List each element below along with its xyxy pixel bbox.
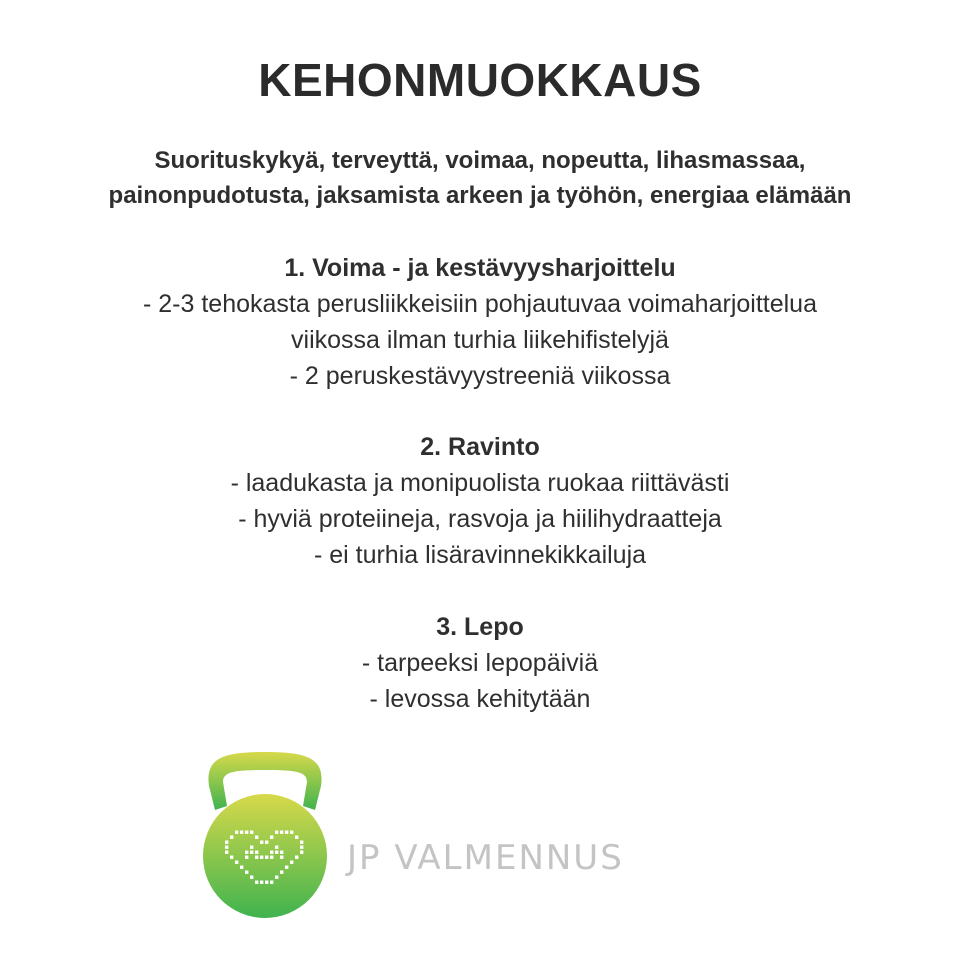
heart-pixel <box>290 831 293 834</box>
heart-pixel <box>295 856 298 859</box>
heart-pixel <box>225 846 228 849</box>
section-line: - levossa kehitytään <box>369 685 591 713</box>
section-nutrition <box>0 429 960 573</box>
subtitle-line-2: painonpudotusta, jaksamista arkeen ja työhön, energiaa elämään <box>108 182 852 209</box>
heart-pixel <box>265 856 268 859</box>
heart-pixel <box>255 881 258 884</box>
heart-pixel <box>245 851 248 854</box>
heart-pixel <box>245 856 248 859</box>
heart-pixel <box>295 836 298 839</box>
heart-pixel <box>245 831 248 834</box>
heart-pixel <box>255 851 258 854</box>
heart-pixel <box>300 841 303 844</box>
heart-pixel <box>225 851 228 854</box>
heart-pixel <box>240 831 243 834</box>
heart-pixel <box>250 846 253 849</box>
heart-pixel <box>260 841 263 844</box>
heart-pixel <box>230 856 233 859</box>
heart-pixel <box>280 871 283 874</box>
heart-pixel <box>270 881 273 884</box>
kettlebell-heart-icon <box>195 748 335 920</box>
heart-pixel <box>270 851 273 854</box>
heart-pixel <box>280 856 283 859</box>
heart-pixel <box>225 841 228 844</box>
heart-pixel <box>235 861 238 864</box>
section-line: - 2 peruskestävyystreeniä viikossa <box>289 362 671 390</box>
heart-pixel <box>260 856 263 859</box>
section-line: - tarpeeksi lepopäiviä <box>361 649 599 677</box>
heart-pixel <box>280 831 283 834</box>
section-heading: 2. Ravinto <box>420 433 540 461</box>
heart-pixel <box>250 876 253 879</box>
heart-pixel <box>255 856 258 859</box>
section-line: - ei turhia lisäravinnekikkailuja <box>313 541 647 569</box>
section-strength-endurance <box>0 250 960 394</box>
page-title: KEHONMUOKKAUS <box>258 54 702 106</box>
section-heading: 1. Voima - ja kestävyysharjoittelu <box>284 254 676 282</box>
section-line: viikossa ilman turhia liikehifistelyjä <box>291 326 669 354</box>
section-heading: 3. Lepo <box>436 613 524 641</box>
heart-pixel <box>275 876 278 879</box>
heart-pixel <box>250 831 253 834</box>
heart-pixel <box>285 866 288 869</box>
heart-pixel <box>265 841 268 844</box>
section-line: - laadukasta ja monipuolista ruokaa riittävästi <box>230 469 730 497</box>
heart-pixel <box>265 881 268 884</box>
heart-pixel <box>270 836 273 839</box>
heart-pixel <box>300 851 303 854</box>
section-line: - hyviä proteiineja, rasvoja ja hiilihydraatteja <box>238 505 722 533</box>
heart-pixel <box>300 846 303 849</box>
heart-pixel <box>270 856 273 859</box>
heart-pixel <box>230 836 233 839</box>
heart-pixel <box>280 851 283 854</box>
heart-pixel <box>240 866 243 869</box>
brand-name: JP VALMENNUS <box>347 838 624 878</box>
subtitle-line-1: Suorituskykyä, terveyttä, voimaa, nopeutta, lihasmassaa, <box>154 147 806 174</box>
heart-pixel <box>275 846 278 849</box>
heart-pixel <box>250 851 253 854</box>
heart-pixel <box>260 881 263 884</box>
heart-pixel <box>235 831 238 834</box>
heart-pixel <box>245 871 248 874</box>
heart-pixel <box>275 831 278 834</box>
heart-pixel <box>255 836 258 839</box>
section-rest <box>0 609 960 717</box>
section-line: - 2-3 tehokasta perusliikkeisiin pohjautuvaa voimaharjoittelua <box>143 290 817 318</box>
heart-pixel <box>290 861 293 864</box>
heart-pixel <box>285 831 288 834</box>
heart-pixel <box>275 851 278 854</box>
subtitle <box>0 143 960 213</box>
